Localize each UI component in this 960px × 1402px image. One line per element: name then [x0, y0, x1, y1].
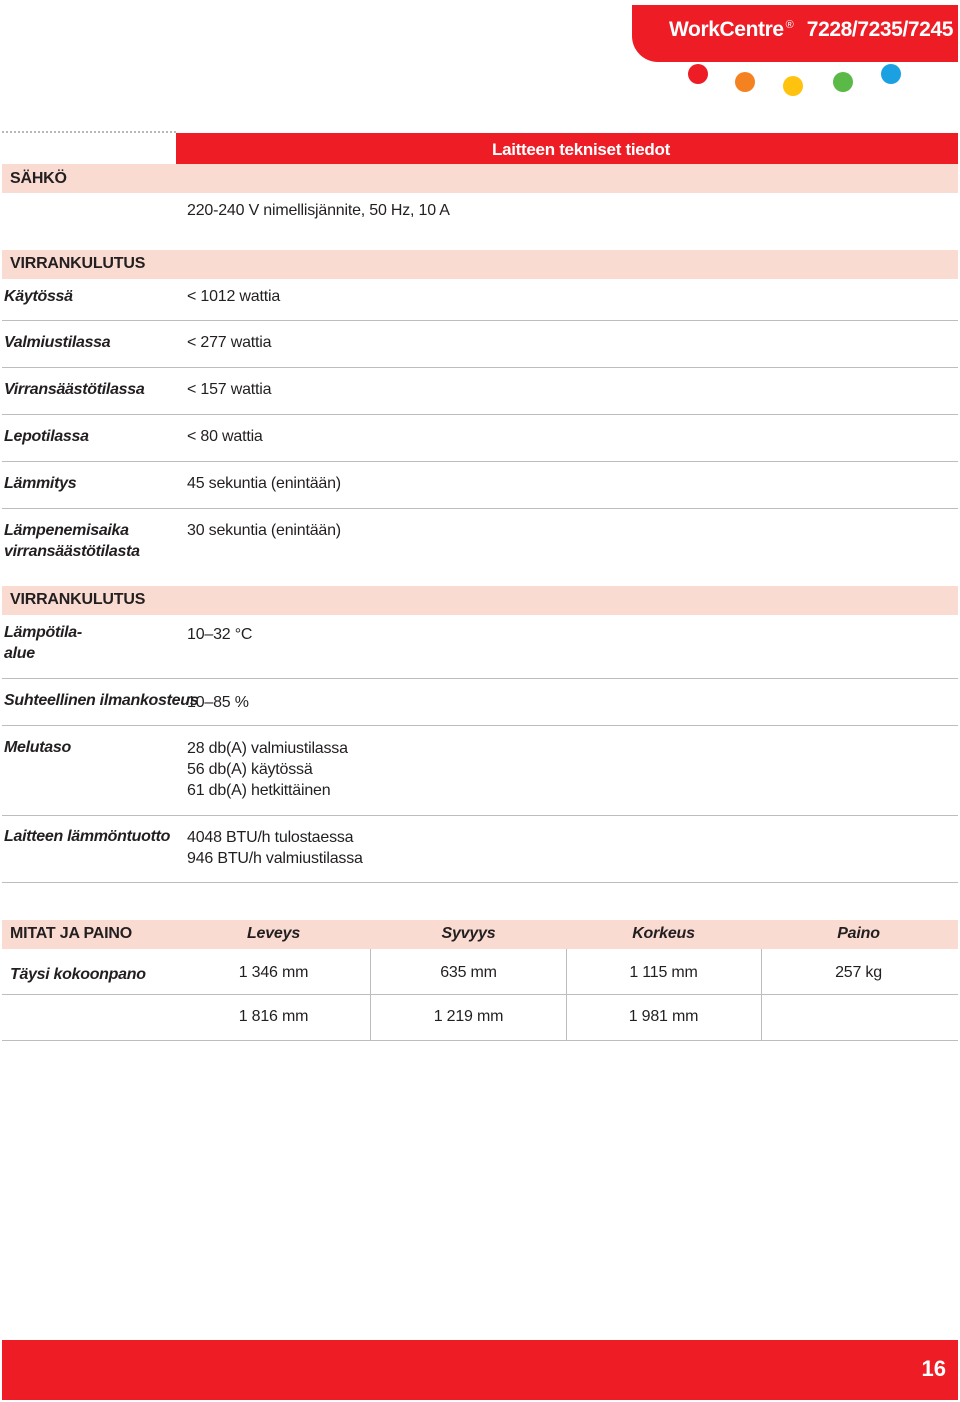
- table-cell: 257 kg: [835, 964, 882, 981]
- noise-value: 28 db(A) valmiustilassa: [187, 740, 348, 757]
- power-value-warmup-from-save: 30 sekuntia (enintään): [187, 522, 341, 539]
- electric-heading: SÄHKÖ: [10, 170, 67, 187]
- power-value-sleep: < 80 wattia: [187, 428, 263, 445]
- power-label-operating: Käytössä: [4, 288, 73, 305]
- power-label-powersave: Virransäästötilassa: [4, 381, 145, 398]
- temp-label: [4, 622, 82, 664]
- environment-heading: VIRRANKULUTUS: [10, 591, 146, 608]
- dot-red-icon: [688, 64, 708, 84]
- environment-heading-bar: [2, 586, 958, 615]
- noise-values: [187, 738, 348, 801]
- brand-name: WorkCentre: [669, 18, 784, 41]
- table-cell: 1 346 mm: [238, 964, 309, 981]
- registered-mark: ®: [785, 19, 794, 31]
- label-line: alue: [4, 645, 35, 662]
- table-cell: 1 115 mm: [629, 964, 698, 981]
- dimensions-row-label: Täysi kokoonpano: [10, 966, 146, 983]
- model-number: 7228/7235/7245: [806, 18, 954, 41]
- power-label-warmup: Lämmitys: [4, 475, 77, 492]
- row-divider: [2, 678, 958, 679]
- heat-values: [187, 827, 363, 869]
- label-line: virransäästötilasta: [4, 543, 140, 560]
- dot-yellow-icon: [783, 76, 803, 96]
- dotted-divider: [2, 131, 176, 133]
- table-cell: 635 mm: [440, 964, 497, 981]
- row-divider: [2, 725, 958, 726]
- column-header-height: Korkeus: [632, 925, 695, 942]
- noise-label: Melutaso: [4, 739, 71, 756]
- dot-green-icon: [833, 72, 853, 92]
- row-divider: [2, 461, 958, 462]
- brand-tab: [632, 5, 958, 62]
- column-header-weight: Paino: [837, 925, 880, 942]
- dot-blue-icon: [881, 64, 901, 84]
- power-label-sleep: Lepotilassa: [4, 428, 89, 445]
- column-header-width: Leveys: [246, 925, 301, 942]
- section-title: Laitteen tekniset tiedot: [492, 140, 670, 159]
- page-number: 16: [921, 1356, 946, 1381]
- heat-label: Laitteen lämmöntuotto: [4, 828, 171, 845]
- humidity-value: 10–85 %: [187, 694, 249, 711]
- footer-bar: [2, 1340, 958, 1400]
- power-value-operating: < 1012 wattia: [187, 288, 281, 305]
- power-value-standby: < 277 wattia: [187, 334, 272, 351]
- brand-title: [669, 18, 953, 42]
- noise-value: 56 db(A) käytössä: [187, 761, 313, 778]
- noise-value: 61 db(A) hetkittäinen: [187, 782, 331, 799]
- power-label-standby: Valmiustilassa: [4, 334, 111, 351]
- table-cell: 1 981 mm: [628, 1008, 699, 1025]
- row-divider: [2, 414, 958, 415]
- row-divider: [2, 367, 958, 368]
- dimensions-heading: MITAT JA PAINO: [10, 925, 132, 942]
- row-divider: [2, 815, 958, 816]
- electric-value: 220-240 V nimellisjännite, 50 Hz, 10 A: [187, 202, 450, 219]
- heat-value: 946 BTU/h valmiustilassa: [187, 850, 363, 867]
- row-divider: [2, 1040, 958, 1041]
- humidity-label: Suhteellinen ilmankosteus: [4, 692, 199, 709]
- heat-value: 4048 BTU/h tulostaessa: [187, 829, 354, 846]
- power-heading: VIRRANKULUTUS: [10, 255, 146, 272]
- row-divider: [2, 320, 958, 321]
- power-value-powersave: < 157 wattia: [187, 381, 272, 398]
- row-divider: [2, 994, 958, 995]
- dot-orange-icon: [735, 72, 755, 92]
- electric-heading-bar: [2, 164, 958, 193]
- power-heading-bar: [2, 250, 958, 279]
- table-cell: 1 219 mm: [433, 1008, 504, 1025]
- power-value-warmup: 45 sekuntia (enintään): [187, 475, 341, 492]
- table-cell: 1 816 mm: [238, 1008, 309, 1025]
- row-divider: [2, 882, 958, 883]
- label-line: Lämpenemisaika: [4, 522, 129, 539]
- row-divider: [2, 508, 958, 509]
- column-header-depth: Syvyys: [441, 925, 496, 942]
- label-line: Lämpötila-: [4, 624, 82, 641]
- power-label-warmup-from-save: [4, 520, 140, 562]
- temp-value: 10–32 °C: [187, 626, 253, 643]
